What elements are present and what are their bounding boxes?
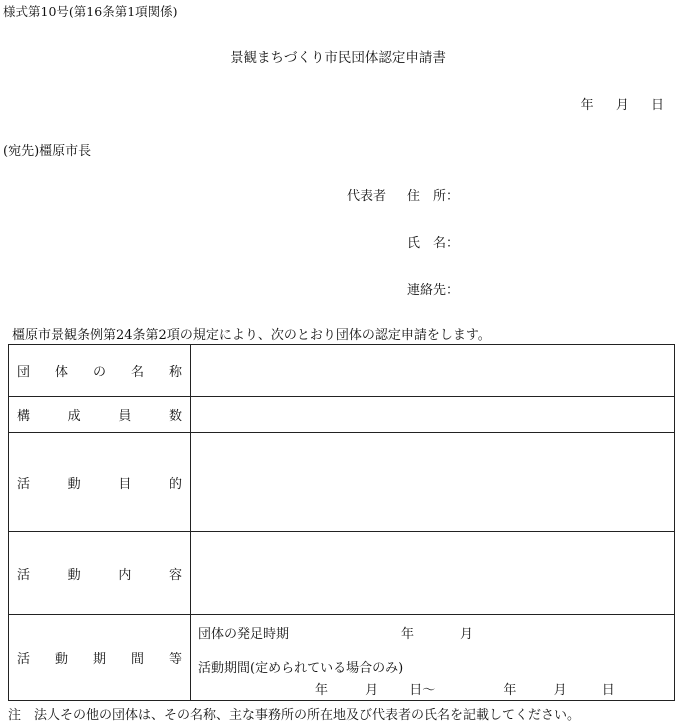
application-table	[8, 344, 675, 701]
row-label-member-count	[9, 397, 191, 433]
to-year-field[interactable]: 年	[503, 683, 517, 698]
label-char: 活	[17, 652, 31, 667]
label-char: 動	[54, 652, 68, 667]
intro-statement: 橿原市景観条例第24条第2項の規定により、次のとおり団体の認定申請をします。	[12, 328, 491, 343]
footnote: 注 法人その他の団体は、その名称、主な事務所の所在地及び代表者の氏名を記載してください。	[8, 708, 581, 723]
form-number: 様式第10号(第16条第1項関係)	[3, 4, 178, 19]
group-name-input-cell[interactable]	[191, 345, 675, 397]
label-char: 等	[168, 652, 182, 667]
date-month-label[interactable]: 月	[615, 98, 629, 113]
label-char: 間	[130, 652, 144, 667]
start-time-label: 団体の発足時期	[198, 627, 290, 642]
duration-range	[315, 679, 615, 698]
start-month-field[interactable]: 月	[460, 627, 474, 642]
label-char: 目	[118, 476, 132, 492]
activity-content-input-cell[interactable]	[191, 532, 675, 615]
row-label-activity-purpose	[9, 433, 191, 532]
document-title: 景観まちづくり市民団体認定申請書	[230, 50, 446, 66]
label-char: 動	[67, 567, 81, 583]
date-line	[563, 94, 664, 113]
start-year-field[interactable]: 年	[401, 627, 415, 642]
label-char: 数	[168, 409, 182, 424]
activity-period-input-cell[interactable]	[191, 615, 675, 701]
from-month-field[interactable]: 月	[365, 683, 379, 698]
representative-name-field[interactable]: 氏 名：	[407, 236, 460, 251]
table-row	[9, 397, 675, 433]
to-day-field[interactable]: 日	[601, 683, 615, 698]
label-char: 活	[17, 567, 31, 583]
date-year-label[interactable]: 年	[580, 98, 594, 113]
representative-address-field[interactable]: 住 所：	[407, 189, 460, 204]
table-row	[9, 532, 675, 615]
row-label-group-name	[9, 345, 191, 397]
row-label-activity-period	[9, 615, 191, 701]
table-row	[9, 345, 675, 397]
label-char: 的	[168, 476, 182, 492]
date-day-label[interactable]: 日	[650, 98, 664, 113]
label-char: 名	[130, 365, 144, 380]
addressee: (宛先)橿原市長	[3, 144, 92, 159]
label-char: 容	[168, 567, 182, 583]
label-char: 称	[168, 365, 182, 380]
representative-role: 代表者	[347, 189, 387, 204]
label-char: 団	[17, 365, 31, 380]
label-char: 構	[17, 409, 31, 424]
from-day-field[interactable]: 日〜	[409, 683, 436, 698]
label-char: 動	[67, 476, 81, 492]
duration-label: 活動期間(定められている場合のみ)	[198, 661, 404, 676]
to-month-field[interactable]: 月	[553, 683, 567, 698]
label-char: の	[92, 365, 106, 380]
row-label-activity-content	[9, 532, 191, 615]
label-char: 体	[54, 365, 68, 380]
table-row	[9, 433, 675, 532]
label-char: 活	[17, 476, 31, 492]
representative-contact-field[interactable]: 連絡先：	[407, 283, 460, 298]
from-year-field[interactable]: 年	[315, 683, 329, 698]
member-count-input-cell[interactable]	[191, 397, 675, 433]
label-char: 員	[118, 409, 132, 424]
label-char: 期	[92, 652, 106, 667]
table-row	[9, 615, 675, 701]
activity-purpose-input-cell[interactable]	[191, 433, 675, 532]
label-char: 内	[118, 567, 132, 583]
label-char: 成	[67, 409, 81, 424]
